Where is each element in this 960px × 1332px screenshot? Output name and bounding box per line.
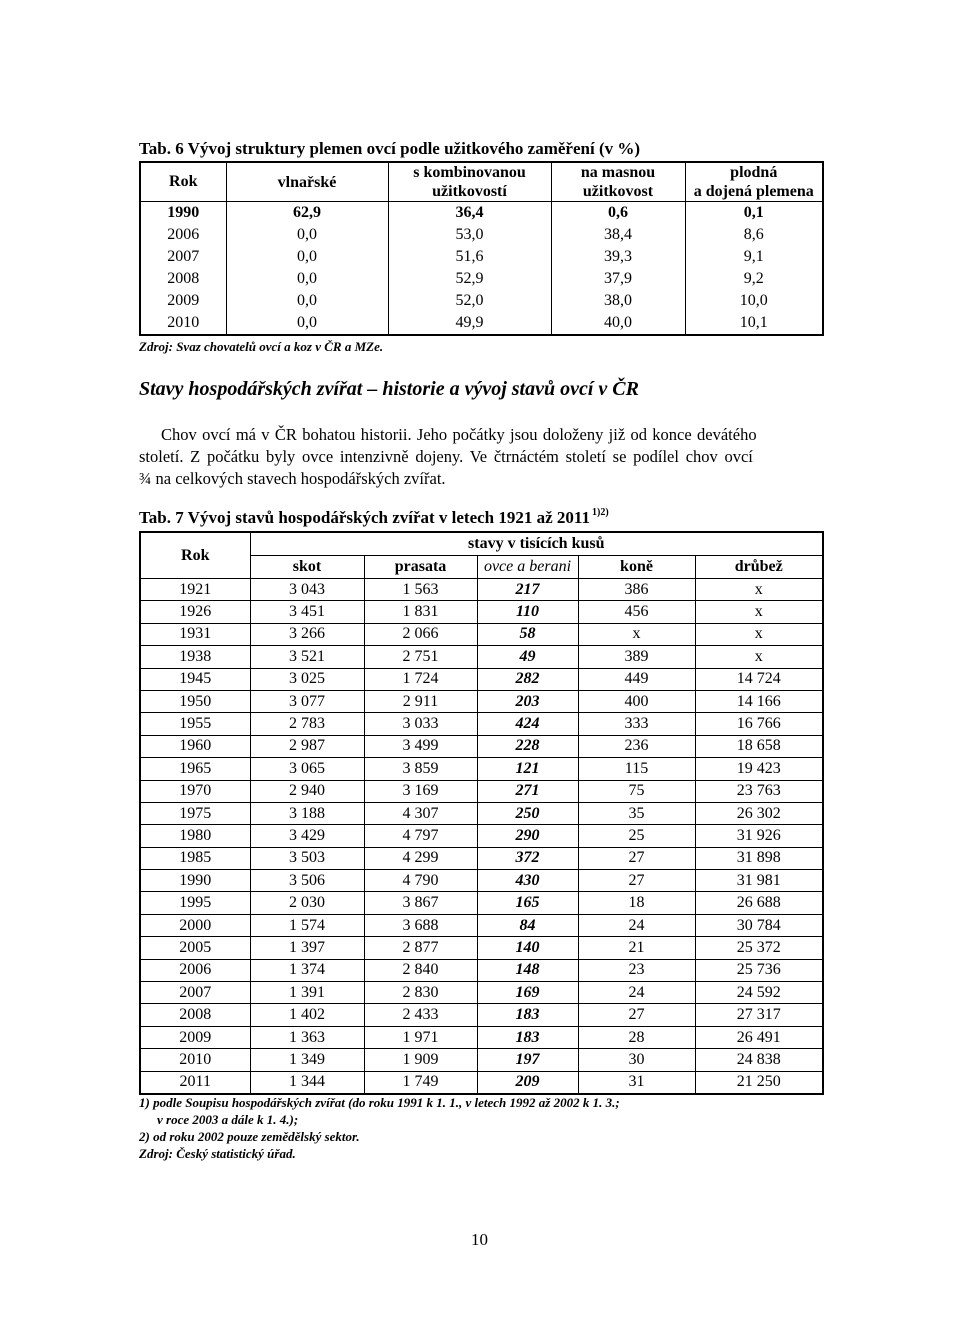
table7-cell-year: 1990 [140,870,250,892]
table7-cell: 400 [578,690,695,712]
table7-cell: 3 867 [364,892,477,914]
table7-cell: 30 784 [695,914,823,936]
table7-cell: 1 831 [364,601,477,623]
table7-cell-year: 1985 [140,847,250,869]
table7-cell-year: 2000 [140,914,250,936]
table6-caption: Tab. 6 Vývoj struktury plemen ovcí podle užitkového zaměření (v %) [139,139,641,158]
table7-cell: 121 [477,758,578,780]
table7-cell: 35 [578,802,695,824]
section-paragraph [139,424,822,490]
table7-header-prasata: prasata [364,556,477,579]
table7-row [140,1071,823,1094]
table7-cell: 2 751 [364,646,477,668]
table7-cell: 115 [578,758,695,780]
table6-cell: 0,1 [743,204,764,221]
table7-cell: 282 [477,668,578,690]
table7-cell: 110 [477,601,578,623]
table7-cell: 1 344 [250,1071,364,1094]
table6-cell-year: 2009 [140,290,226,312]
table6-cell: 52,9 [388,268,551,290]
table7-cell-year: 1921 [140,579,250,601]
table7-row [140,847,823,869]
table7-cell: 21 250 [695,1071,823,1094]
table7-cell: 23 [578,959,695,981]
table6-cell: 9,2 [743,270,764,287]
table7-cell: 290 [477,825,578,847]
table7-cell: 2 830 [364,982,477,1004]
table7-cell-year: 2009 [140,1026,250,1048]
table7-cell: 18 658 [695,735,823,757]
table7 [139,531,824,1095]
table7-cell: 1 563 [364,579,477,601]
table7-cell-year: 1938 [140,646,250,668]
table7-cell: 209 [477,1071,578,1094]
table7-cell: x [695,646,823,668]
table7-row [140,1026,823,1048]
table7-cell: 25 736 [695,959,823,981]
table6-cell: 0,0 [226,268,388,290]
table7-cell: 3 188 [250,802,364,824]
table7-cell: 2 030 [250,892,364,914]
table7-cell: 217 [477,579,578,601]
table7-cell: 183 [477,1026,578,1048]
table7-cell: 31 898 [695,847,823,869]
table7-row [140,982,823,1004]
table6-row [140,202,823,225]
table7-cell: 3 499 [364,735,477,757]
table7-cell: 30 [578,1049,695,1071]
table6-cell-year: 1990 [140,202,226,225]
table7-cell: 3 043 [250,579,364,601]
table6-cell-year: 2006 [140,224,226,246]
table7-cell: x [695,601,823,623]
table7-cell-year: 1955 [140,713,250,735]
table7-cell: 3 451 [250,601,364,623]
table6-header-masna-2: užitkovost [551,182,685,202]
table7-cell: 25 [578,825,695,847]
table7-cell: 4 299 [364,847,477,869]
table6-header-masna-1: na masnou [551,162,685,182]
table6-header-kombinovana-2: užitkovostí [388,182,551,202]
table7-cell: 27 [578,847,695,869]
table6-cell: 53,0 [388,224,551,246]
table6-cell: 38,4 [551,224,685,246]
table6-cell: 39,3 [551,246,685,268]
table7-cell: 14 166 [695,690,823,712]
table7-cell: 24 [578,914,695,936]
table7-cell: 2 066 [364,623,477,645]
table7-cell: 3 266 [250,623,364,645]
table7-cell: 2 911 [364,690,477,712]
table6-cell: 38,0 [551,290,685,312]
table7-cell: 3 859 [364,758,477,780]
table7-header-group: stavy v tisících kusů [250,532,823,556]
table6-cell-year: 2010 [140,312,226,335]
table7-cell: 3 065 [250,758,364,780]
table7-cell-year: 1995 [140,892,250,914]
table7-cell: 26 688 [695,892,823,914]
table6-cell: 62,9 [226,202,388,225]
paragraph-line-1: Chov ovcí má v ČR bohatou historii. Jeho počátky jsou doloženy již od konce devátého [161,425,757,444]
table7-row [140,870,823,892]
table7-header-drubez: drůbež [695,556,823,579]
table7-cell: 21 [578,937,695,959]
table7-cell: 75 [578,780,695,802]
table7-cell: 24 838 [695,1049,823,1071]
table7-cell: 1 749 [364,1071,477,1094]
table7-cell-year: 1960 [140,735,250,757]
table7-footnotes [139,1094,620,1162]
table7-cell: 1 574 [250,914,364,936]
footnote-2: 2) od roku 2002 pouze zemědělský sektor. [139,1129,360,1144]
table7-cell: 236 [578,735,695,757]
table7-cell: 456 [578,601,695,623]
table7-cell: 49 [477,646,578,668]
table7-cell: 424 [477,713,578,735]
table7-cell: 228 [477,735,578,757]
table6-cell: 37,9 [551,268,685,290]
table7-cell: 430 [477,870,578,892]
table7-cell: 27 317 [695,1004,823,1026]
table7-cell: 24 [578,982,695,1004]
table6-cell: 0,0 [226,290,388,312]
table7-cell: 2 840 [364,959,477,981]
table7-cell-year: 1931 [140,623,250,645]
table6-cell: 40,0 [551,312,685,335]
table7-cell: 58 [477,623,578,645]
table7-cell: 1 724 [364,668,477,690]
table6-cell-year: 2008 [140,268,226,290]
table7-cell: 2 877 [364,937,477,959]
table6-header-rok: Rok [140,162,226,202]
table7-cell-year: 1945 [140,668,250,690]
table7-cell: 2 987 [250,735,364,757]
table7-cell: 1 909 [364,1049,477,1071]
table7-cell: 3 077 [250,690,364,712]
table6-header-plodna-2: a dojená plemena [685,182,823,202]
page-number: 10 [471,1230,488,1249]
table7-cell: 27 [578,870,695,892]
table6-cell: 0,6 [551,202,685,225]
footnote-1-continued: v roce 2003 a dále k 1. 4.); [157,1112,299,1127]
table7-cell: 372 [477,847,578,869]
table7-cell: x [578,623,695,645]
table7-cell: 148 [477,959,578,981]
table7-row [140,825,823,847]
table7-cell: 1 363 [250,1026,364,1048]
table6-source: Zdroj: Svaz chovatelů ovcí a koz v ČR a MZe. [139,339,384,354]
table7-cell: 28 [578,1026,695,1048]
table7-cell: 1 349 [250,1049,364,1071]
table6-row [140,312,823,335]
table7-cell: 3 033 [364,713,477,735]
table7-cell: 3 503 [250,847,364,869]
table7-cell: 386 [578,579,695,601]
table7-cell: 84 [477,914,578,936]
table7-cell: 31 926 [695,825,823,847]
table7-row [140,646,823,668]
section-heading: Stavy hospodářských zvířat – historie a vývoj stavů ovcí v ČR [139,378,639,400]
table7-row [140,1004,823,1026]
table7-cell: x [695,579,823,601]
table6-cell: 10,1 [739,314,768,331]
table6-row [140,268,823,290]
table7-cell: 333 [578,713,695,735]
table7-cell-year: 1950 [140,690,250,712]
table7-cell: 1 374 [250,959,364,981]
table7-cell: 26 491 [695,1026,823,1048]
table6-cell: 52,0 [388,290,551,312]
table6-row [140,246,823,268]
table7-caption [139,508,609,528]
table7-cell: 16 766 [695,713,823,735]
table7-cell-year: 2010 [140,1049,250,1071]
table7-row [140,937,823,959]
table7-row [140,914,823,936]
table7-cell: 3 688 [364,914,477,936]
table7-cell: 3 506 [250,870,364,892]
table7-cell: x [695,623,823,645]
table6-cell: 36,4 [388,202,551,225]
table7-cell: 3 025 [250,668,364,690]
table7-cell-year: 1926 [140,601,250,623]
table6-header-kombinovana-1: s kombinovanou [388,162,551,182]
table7-cell-year: 2006 [140,959,250,981]
table7-cell: 140 [477,937,578,959]
paragraph-line-3: ¾ na celkových stavech hospodářských zvířat. [139,469,446,488]
table7-cell-year: 2007 [140,982,250,1004]
table7-cell: 165 [477,892,578,914]
footnote-1: 1) podle Soupisu hospodářských zvířat (do roku 1991 k 1. 1., v letech 1992 až 2002 k 1. 3.; [139,1095,620,1110]
table7-cell-year: 2005 [140,937,250,959]
table6-row [140,224,823,246]
table7-cell: 31 [578,1071,695,1094]
table6-cell: 0,0 [226,224,388,246]
table7-cell: 19 423 [695,758,823,780]
table7-cell: 4 307 [364,802,477,824]
table7-cell: 14 724 [695,668,823,690]
table7-row [140,735,823,757]
table7-row [140,713,823,735]
table7-cell: 389 [578,646,695,668]
table7-cell: 2 433 [364,1004,477,1026]
table6-cell: 51,6 [388,246,551,268]
table7-cell: 25 372 [695,937,823,959]
table6-row [140,290,823,312]
table7-cell: 23 763 [695,780,823,802]
table7-row [140,579,823,601]
table7-row [140,780,823,802]
table7-caption-footnote-ref: 1)2) [592,507,609,518]
table7-cell: 449 [578,668,695,690]
table7-header-kone: koně [578,556,695,579]
table7-cell: 271 [477,780,578,802]
table7-cell: 26 302 [695,802,823,824]
table7-cell: 3 429 [250,825,364,847]
table7-header-skot: skot [250,556,364,579]
table7-cell: 1 391 [250,982,364,1004]
table6-header-plodna-1: plodná [730,163,778,181]
table7-cell-year: 2008 [140,1004,250,1026]
table7-cell: 24 592 [695,982,823,1004]
table6-cell: 0,0 [226,312,388,335]
table7-cell: 197 [477,1049,578,1071]
table7-header-ovce: ovce a berani [477,556,578,579]
table7-cell: 27 [578,1004,695,1026]
table7-cell-year: 2011 [140,1071,250,1094]
table7-cell-year: 1965 [140,758,250,780]
table6-cell: 8,6 [743,226,764,243]
table7-row [140,601,823,623]
table7-cell: 3 169 [364,780,477,802]
table7-cell: 169 [477,982,578,1004]
table7-cell: 183 [477,1004,578,1026]
table7-cell: 1 402 [250,1004,364,1026]
table7-row [140,690,823,712]
table6-header-vlnarske: vlnařské [226,162,388,202]
table7-row [140,623,823,645]
table7-cell: 2 783 [250,713,364,735]
table7-source: Zdroj: Český statistický úřad. [139,1146,296,1161]
table7-row [140,668,823,690]
table7-cell: 1 397 [250,937,364,959]
table7-cell: 250 [477,802,578,824]
table7-row [140,758,823,780]
table7-cell: 203 [477,690,578,712]
table7-header-rok: Rok [140,532,250,579]
table7-row [140,959,823,981]
table7-cell-year: 1975 [140,802,250,824]
table7-row [140,892,823,914]
table7-caption-text: Tab. 7 Vývoj stavů hospodářských zvířat v letech 1921 až 2011 [139,508,590,527]
table7-row [140,802,823,824]
table7-cell: 4 797 [364,825,477,847]
table6 [139,161,824,336]
table6-cell: 49,9 [388,312,551,335]
paragraph-line-2: století. Z počátku byly ovce intenzivně dojeny. Ve čtrnáctém století se podílel chov ovcí [139,447,753,466]
table6-cell: 9,1 [743,248,764,265]
table6-cell: 10,0 [739,292,768,309]
table7-cell-year: 1980 [140,825,250,847]
table7-cell: 3 521 [250,646,364,668]
table7-cell: 18 [578,892,695,914]
table7-cell: 2 940 [250,780,364,802]
table6-cell: 0,0 [226,246,388,268]
table7-cell-year: 1970 [140,780,250,802]
table7-cell: 1 971 [364,1026,477,1048]
table7-cell: 31 981 [695,870,823,892]
table7-row [140,1049,823,1071]
table6-cell-year: 2007 [140,246,226,268]
table7-cell: 4 790 [364,870,477,892]
